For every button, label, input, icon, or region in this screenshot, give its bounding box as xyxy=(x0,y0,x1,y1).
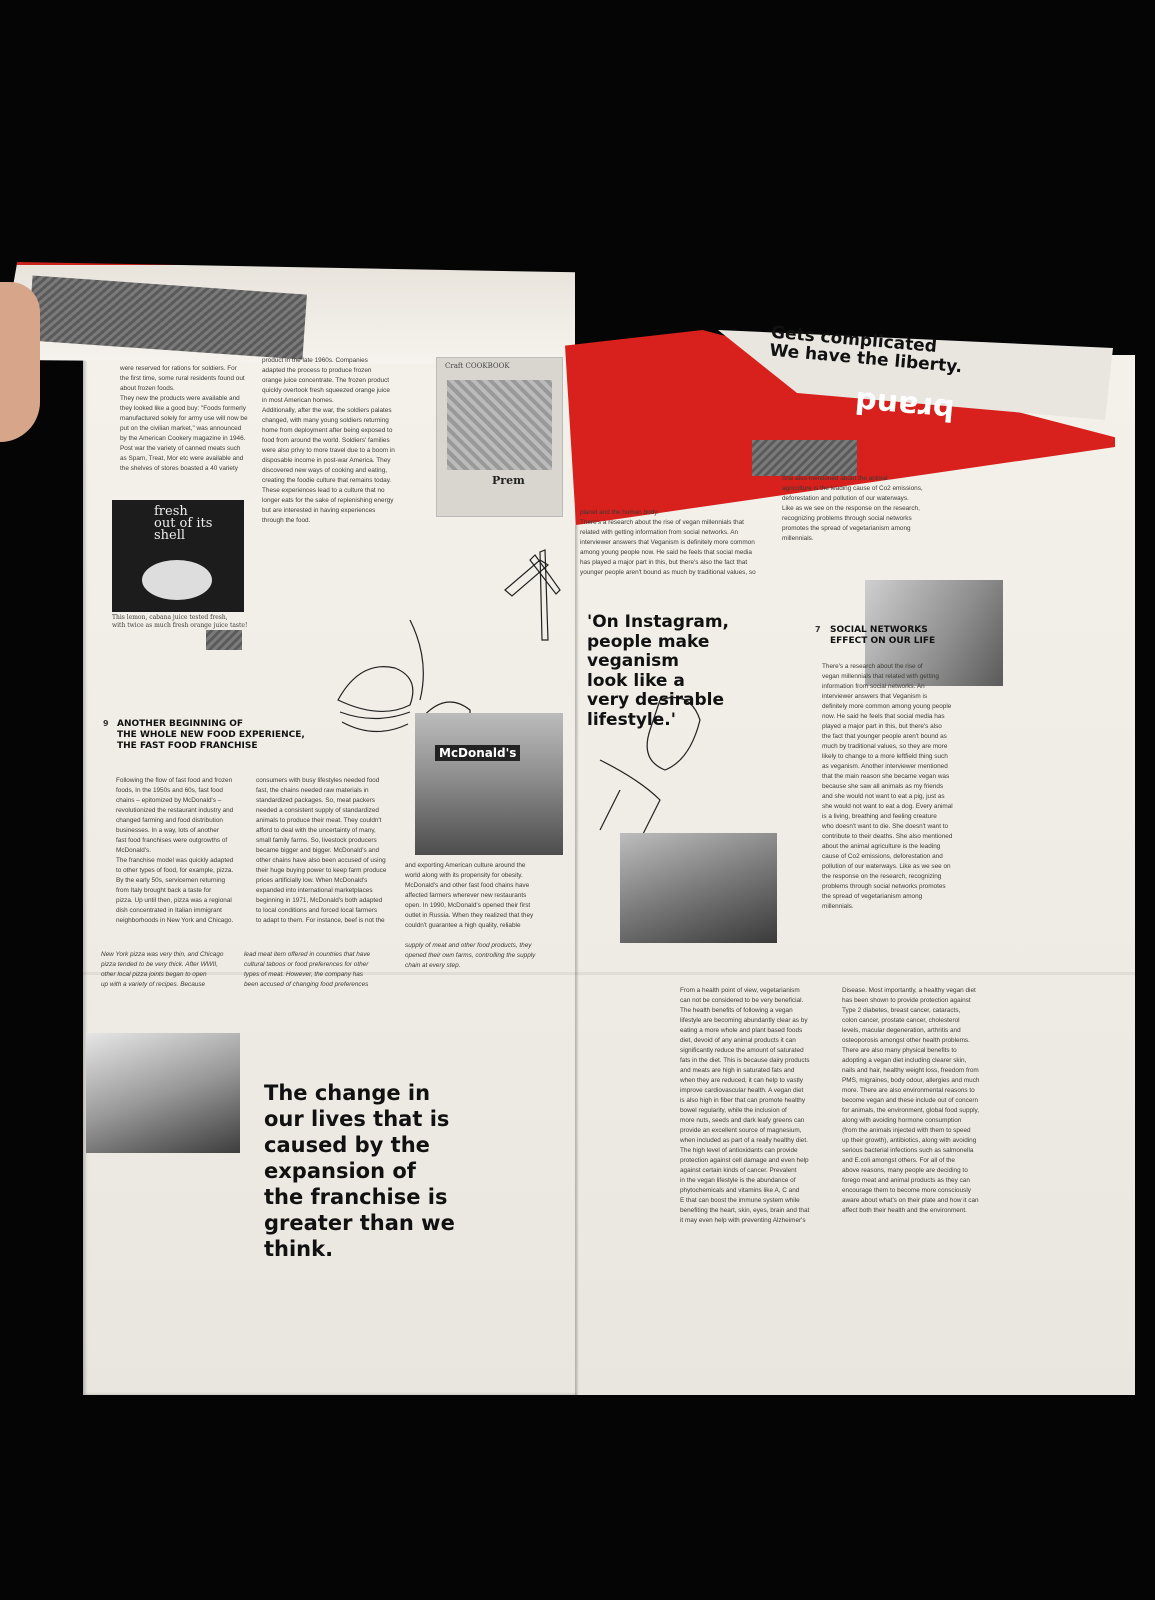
left-headline: The change in our lives that is caused by the expansion of the franchise is greater than we think. xyxy=(264,1081,455,1261)
mcdonalds-photo xyxy=(415,713,563,855)
ad-caption: This lemon, cabana juice tested fresh, with twice as much fresh orange juice taste! xyxy=(112,614,248,629)
ad-fresh-text: fresh out of its shell xyxy=(154,504,213,543)
section-7-title: SOCIAL NETWORKS EFFECT ON OUR LIFE xyxy=(830,625,936,646)
section-7-body: There's a research about the rise of vegan millennials that related with getting information from social networks. An interviewer answers that Veganism is definitely more common among young people now. He said he feels that social media has played a major part in this, but there's also the fact that younger people aren't bound as much by traditional values, so they are more likely to change to a more leftfield thing such as veganism. Another interviewer mentioned that the main reason she became vegan was because she saw all animals as my friends and she would not want to eat a pig, just as she would not want to eat a dog. Every animal is a living, breathing and feeling creature who doesn't want to die. She doesn't want to contribute to their deaths. She also mentioned about the animal agriculture is the leading cause of Co2 emissions, deforestation and pollution of our waterways. Like as we see on the response on the research, recognizing problems through social networks promotes the spread of vegetarianism among millennials. xyxy=(822,663,953,910)
left-column-a: were reserved for rations for soldiers. For the first time, some rural residents found out about frozen foods. They new the products were available and they looked like a good buy: "Foods formerly manufactured solely for army use will now be put on the civilian market," was announced by the American Cookery magazine in 1946. Post war the variety of canned meats such as Spam, Treat, Mor etc were available and the shelves of stores boasted a 40 variety xyxy=(120,365,248,472)
section-9-column-1-italic: New York pizza was very thin, and Chicago pizza tended to be very thick. After WWII, other local pizza joints began to open up with a variety of recipes. Because xyxy=(101,951,224,988)
section-9-number: 9 xyxy=(103,719,109,728)
ad-brand: Prem xyxy=(492,474,525,487)
health-column-2: Disease. Most importantly, a healthy vegan diet has been shown to provide protection against Type 2 diabetes, breast cancer, cataracts, colon cancer, prostate cancer, cholesterol levels, macular degeneration, arthritis and osteoporosis amongst other health problems. There are also many physical benefits to adopting a vegan diet including clearer skin, nails and hair, healthy weight loss, freedom from PMS, migraines, body odour, allergies and much more. There are also environmental reasons to become vegan and these include out of concern for animals, the environment, global food supply, along with avoiding hormone consumption (from the animals injected with them to speed up their growth), antibiotics, along with avoiding serious bacterial infections such as salmonella and E.coli amongst others. For all of the above reasons, many people are deciding to forego meat and animal products as they can encourage them to become more consciously aware about what's on their plate and how it can affect both their health and the environment. xyxy=(842,987,980,1214)
family-photo xyxy=(86,1033,240,1153)
flap-red-word: brand xyxy=(853,383,956,428)
section-9-column-3: and exporting American culture around the world along with its propensity for obesity. McDonald's and other fast food chains have affected farmers wherever new restaurants open. In 1990, McDonald's opened their first outlet in Russia. When they realized that they couldn't guarantee a high quality, reliable xyxy=(405,862,534,929)
health-column-1: From a health point of view, vegetarianism can not be considered to be very beneficial. The health benefits of following a vegan lifestyle are becoming abundantly clear as by eating a more whole and plant based foods diet, devoid of any animal products it can significantly reduce the amount of saturated fats in the diet. This is because dairy products and meats are high in saturated fats and when they are reduced, it can help to vastly improve cardiovascular health. A vegan diet is also high in fiber that can promote healthy bowel regularity, while the inclusion of more nuts, seeds and dark leafy greens can provide an excellent source of magnesium, when included as part of a really healthy diet. The high level of antioxidants can provide protection against cell damage and even help against certain kinds of cancer. Prevalent in the vegan lifestyle is the abundance of phytochemicals and vitamins like A, C and E that can boost the immune system while benefiting the heart, skin, eyes, brain and that it may even help with preventing Alzheimer's xyxy=(680,987,810,1224)
right-top-column-2: She also mentioned about the animal agriculture is the leading cause of Co2 emissions, deforestation and pollution of our waterways. Like as we see on the response on the research, recognizing problems through social networks promotes the spread of vegetarianism among millennials. xyxy=(782,475,923,542)
instagram-quote: 'On Instagram, people make veganism look like a very desirable lifestyle.' xyxy=(587,612,730,730)
ad-tagline: Craft COOKBOOK xyxy=(445,362,510,370)
mcdonalds-sign: McDonald's xyxy=(435,745,520,761)
right-top-column-1: planet and the human body. There's a research about the rise of vegan millennials that related with getting information from social networks. An interviewer answers that Veganism is definitely more common among young people now. He said he feels that social media has played a major part in this, but there's also the fact that younger people aren't bound as much by traditional values, so xyxy=(580,509,756,576)
section-7-number: 7 xyxy=(815,625,821,634)
burger-icon xyxy=(338,667,413,712)
section-9-column-3-italic: supply of meat and other food products, they opened their own farms, controlling the supply chain at every step. xyxy=(405,942,536,969)
fries-icon xyxy=(505,560,548,596)
section-9-column-2-italic: lead meat item offered in countries that have cultural taboos or food preferences for other types of meat. However, the company has been accused of changing food preferences xyxy=(244,951,371,988)
market-photo xyxy=(620,833,777,943)
section-9-column-2: consumers with busy lifestyles needed food fast, the chains needed raw materials in standardized packages. So, meat packers needed a consistent supply of standardized animals to produce their meat. They couldn't afford to deal with the uncertainty of many, small family farms. So, livestock producers became bigger and bigger. McDonald's and other chains have also been accused of using their huge buying power to keep farm produce prices artificially low. When McDonald's expanded into international marketplaces beginning in 1971, McDonald's both adapted to local conditions and forced local farmers to adapt to them. For instance, beef is not the xyxy=(256,777,387,924)
flap-headline: Gets complicated We have the liberty. xyxy=(768,322,963,378)
section-9-title: ANOTHER BEGINNING OF THE WHOLE NEW FOOD EXPERIENCE, THE FAST FOOD FRANCHISE xyxy=(117,719,305,751)
section-9-column-1: Following the flow of fast food and frozen foods, In the 1950s and 60s, fast food chains – epitomized by McDonald's – revolutionized the restaurant industry and changed farming and food distribution businesses. In a way, lots of another fast food franchises were outgrowths of McDonald's. The franchise model was quickly adapted to other types of food, for example, pizza. By the early 50s, servicemen returning from Italy brought back a taste for pizza. Up until then, pizza was a regional dish concentrated in Italian immigrant neighborhoods in New York and Chicago. xyxy=(116,777,234,924)
left-column-b: product in the late 1960s. Companies adapted the process to produce frozen orange juice concentrate. The frozen product quickly overtook fresh squeezed orange juice in most American homes. Additionally, after the war, the soldiers palates changed, with many young soldiers returning home from deployment after being exposed to food from around the world. Soldiers' families were also privy to more travel due to a boom in disposable income in post-war America. They discovered new ways of cooking and eating, creating the foodie culture that remains today. These experiences lead to a culture that no longer eats for the sake of replenishing energy but are interested in having experiences through the food. xyxy=(262,357,395,524)
